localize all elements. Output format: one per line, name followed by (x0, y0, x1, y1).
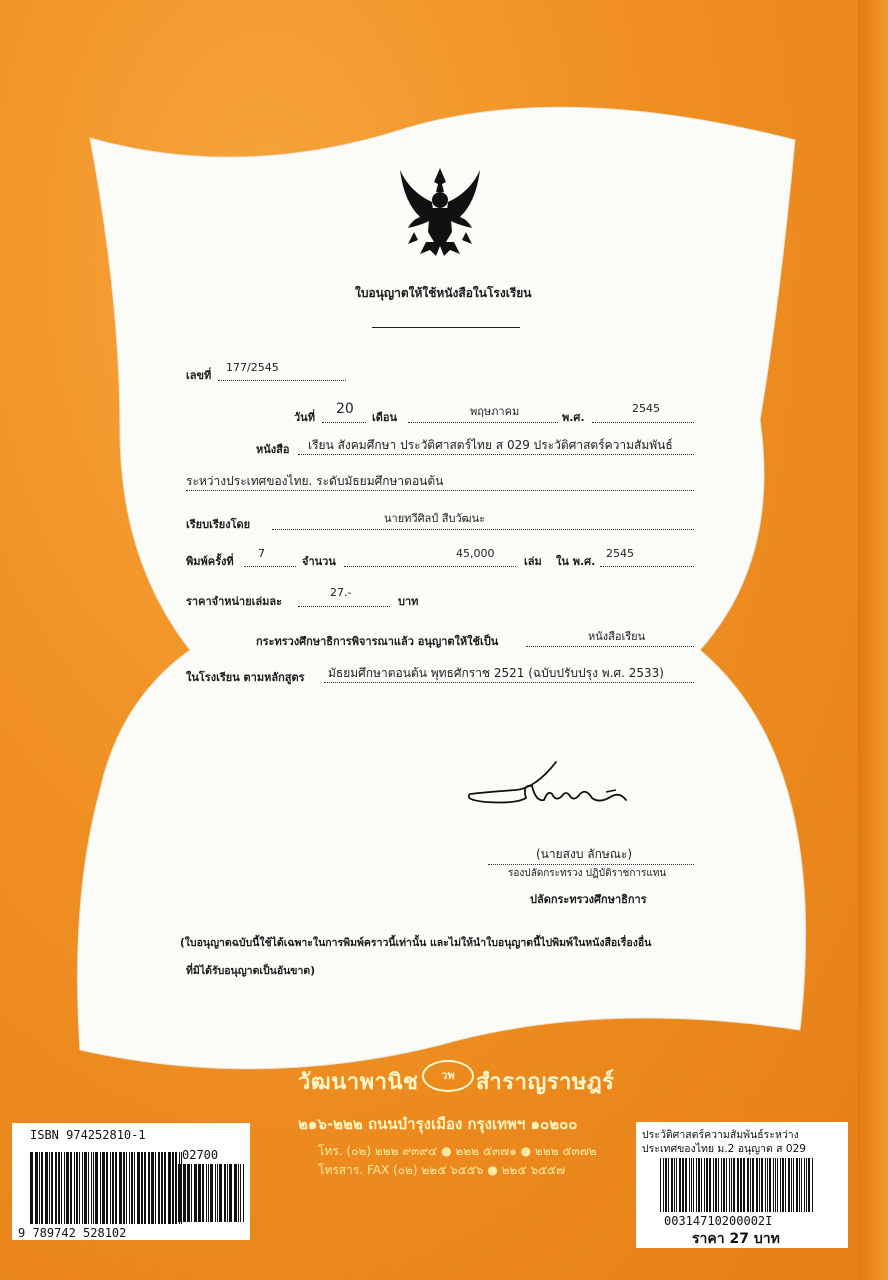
barcode-bar (126, 1152, 127, 1224)
barcode-bar (715, 1158, 717, 1212)
barcode-bar (148, 1152, 150, 1224)
price-value: 27.- (330, 586, 352, 599)
barcode-bar (100, 1152, 101, 1224)
barcode-bar (95, 1152, 98, 1224)
number-value: 177/2545 (226, 361, 279, 374)
edition-label: พิมพ์ครั้งที่ (186, 555, 234, 568)
barcode-bar (55, 1152, 57, 1224)
barcode-bar (791, 1158, 792, 1212)
number-label: เลขที่ (186, 369, 212, 382)
barcode-bar (102, 1152, 105, 1224)
barcode-bar (706, 1158, 708, 1212)
barcode-bar (793, 1158, 794, 1212)
barcode-bar (685, 1158, 687, 1212)
barcode-bar (808, 1158, 810, 1212)
signer-role-2: ปลัดกระทรวงศึกษาธิการ (530, 893, 647, 906)
barcode-bar (227, 1164, 228, 1222)
price-unit: บาท (398, 595, 419, 608)
barcode-bar (799, 1158, 800, 1212)
product-barcode (660, 1158, 814, 1212)
curriculum-value: มัธยมศึกษาตอนต้น พุทธศักราช 2521 (ฉบับปรับปรุง พ.ศ. 2533) (328, 666, 664, 680)
edition-value: 7 (258, 547, 265, 560)
barcode-bar (718, 1158, 719, 1212)
barcode-bar (698, 1158, 700, 1212)
print-year-value: 2545 (606, 547, 634, 560)
barcode-bar (806, 1158, 807, 1212)
barcode-bar (112, 1152, 114, 1224)
barcode-bar (123, 1152, 125, 1224)
official-signature (466, 758, 634, 814)
barcode-bar (76, 1152, 78, 1224)
barcode-bar (172, 1152, 174, 1224)
barcode-bar (106, 1152, 108, 1224)
barcode-bar (788, 1158, 790, 1212)
price-addon-barcode (178, 1164, 245, 1222)
note-line-2: ที่มิได้รับอนุญาตเป็นอันขาด) (186, 965, 315, 977)
barcode-bar (219, 1164, 222, 1222)
author-value: นายทวีศิลป์ สืบวัฒนะ (384, 512, 486, 525)
barcode-bar (74, 1152, 75, 1224)
barcode-bar (733, 1158, 735, 1212)
barcode-bar (208, 1164, 209, 1222)
barcode-bar (39, 1152, 40, 1224)
barcode-bar (229, 1164, 232, 1222)
publisher-fax: โทรสาร. FAX (๐๒) ๒๒๕ ๖๕๕๖ ● ๒๒๕ ๖๕๕๗ (318, 1163, 566, 1177)
barcode-bar (785, 1158, 786, 1212)
publisher-name-left: วัฒนาพานิช (298, 1070, 419, 1095)
barcode-bar (668, 1158, 669, 1212)
barcode-bar (767, 1158, 768, 1212)
barcode-bar (178, 1164, 181, 1222)
barcode-bar (137, 1152, 140, 1224)
barcode-bar (676, 1158, 677, 1212)
barcode-bar (198, 1164, 201, 1222)
barcode-bar (93, 1152, 94, 1224)
barcode-bar (224, 1164, 226, 1222)
barcode-bar (161, 1152, 163, 1224)
barcode-bar (175, 1152, 177, 1224)
barcode-bar (191, 1164, 192, 1222)
barcode-bar (665, 1158, 667, 1212)
barcode-bar (671, 1158, 673, 1212)
barcode-bar (144, 1152, 146, 1224)
title-underline (372, 327, 520, 328)
edition-dots (244, 552, 296, 567)
barcode-bar (84, 1152, 87, 1224)
barcode-bar (129, 1152, 130, 1224)
author-label: เรียบเรียงโดย (186, 518, 251, 531)
barcode-bar (780, 1158, 781, 1212)
barcode-bar (663, 1158, 664, 1212)
barcode-bar (726, 1158, 727, 1212)
barcode-bar (58, 1152, 60, 1224)
barcode-bar (155, 1152, 156, 1224)
book-title-line1: เรียน สังคมศึกษา ประวัติศาสตร์ไทย ส 029 ประวัติศาสตร์ความสัมพันธ์ (308, 438, 673, 452)
barcode-bar (804, 1158, 805, 1212)
barcode-bar (183, 1164, 186, 1222)
barcode-bar (131, 1152, 133, 1224)
price-box-price: ราคา 27 บาท (692, 1231, 780, 1247)
barcode-bar (206, 1164, 207, 1222)
barcode-bar (187, 1164, 190, 1222)
barcode-bar (747, 1158, 749, 1212)
barcode-bar (731, 1158, 732, 1212)
barcode-bar (752, 1158, 754, 1212)
barcode-bar (243, 1164, 244, 1222)
publisher-logo: วพ (422, 1060, 474, 1092)
certificate-title: ใบอนุญาตให้ใช้หนังสือในโรงเรียน (355, 286, 532, 300)
barcode-bar (49, 1152, 50, 1224)
book-label: หนังสือ (256, 443, 290, 456)
print-year-label: ใน พ.ศ. (556, 555, 596, 568)
barcode-bar (691, 1158, 692, 1212)
garuda-emblem-icon (390, 162, 490, 262)
barcode-bar (110, 1152, 111, 1224)
approval-value: หนังสือเรียน (588, 630, 646, 643)
barcode-bar (91, 1152, 92, 1224)
barcode-bar (70, 1152, 72, 1224)
barcode-bar (660, 1158, 661, 1212)
day-label: วันที่ (294, 411, 315, 424)
note-line-1: (ใบอนุญาตฉบับนี้ใช้ได้เฉพาะในการพิมพ์คราวนี้เท่านั้น และไม่ให้นำใบอนุญาตนี้ไปพิมพ์ในหนังสือเรื่องอื่น (180, 937, 652, 949)
barcode-bar (210, 1164, 213, 1222)
month-label: เดือน (372, 411, 398, 424)
qty-value: 45,000 (456, 547, 495, 560)
barcode-bar (41, 1152, 43, 1224)
barcode-bar (765, 1158, 766, 1212)
barcode-bar (88, 1152, 89, 1224)
barcode-bar (693, 1158, 694, 1212)
barcode-bar (713, 1158, 714, 1212)
ean-digits: 9 789742 528102 (18, 1226, 127, 1240)
barcode-bar (64, 1152, 65, 1224)
barcode-bar (158, 1152, 160, 1224)
barcode-bar (729, 1158, 730, 1212)
barcode-bar (709, 1158, 711, 1212)
barcode-bar (701, 1158, 702, 1212)
barcode-bar (35, 1152, 38, 1224)
barcode-bar (217, 1164, 218, 1222)
barcode-bar (756, 1158, 758, 1212)
barcode-bar (769, 1158, 771, 1212)
price-box-code: 00314710200002I (664, 1214, 773, 1228)
signer-role-1: รองปลัดกระทรวง ปฏิบัติราชการแทน (508, 868, 667, 879)
barcode-bar (115, 1152, 117, 1224)
barcode-bar (696, 1158, 697, 1212)
barcode-bar (801, 1158, 802, 1212)
barcode-bar (238, 1164, 239, 1222)
barcode-bar (194, 1164, 197, 1222)
barcode-bar (812, 1158, 813, 1212)
month-value: พฤษภาคม (470, 405, 520, 418)
barcode-bar (240, 1164, 241, 1222)
year-value: 2545 (632, 402, 660, 415)
signer-name: (นายสงบ ลักษณะ) (536, 847, 633, 861)
qty-label: จำนวน (302, 555, 336, 568)
barcode-bar (234, 1164, 237, 1222)
barcode-bar (202, 1164, 204, 1222)
curriculum-label: ในโรงเรียน ตามหลักสูตร (186, 671, 305, 684)
day-value: 20 (336, 401, 354, 417)
barcode-bar (796, 1158, 798, 1212)
barcode-bar (674, 1158, 675, 1212)
barcode-bar (682, 1158, 684, 1212)
barcode-bar (119, 1152, 122, 1224)
ean-barcode (30, 1152, 183, 1224)
barcode-bar (79, 1152, 80, 1224)
barcode-bar (750, 1158, 751, 1212)
barcode-bar (740, 1158, 742, 1212)
barcode-bar (134, 1152, 135, 1224)
barcode-bar (45, 1152, 48, 1224)
book-title-line2: ระหว่างประเทศของไทย. ระดับมัธยมศึกษาตอนต้น (186, 474, 444, 488)
barcode-bar (66, 1152, 69, 1224)
signer-dots (488, 850, 694, 865)
barcode-bar (721, 1158, 722, 1212)
isbn-price-code: 02700 (182, 1148, 219, 1162)
barcode-bar (737, 1158, 739, 1212)
qty-unit: เล่ม (524, 555, 542, 568)
price-label: ราคาจำหน่ายเล่มละ (186, 595, 283, 608)
price-box-line-2: ประเทศของไทย ม.2 อนุญาต ส 029 (642, 1143, 806, 1155)
barcode-bar (215, 1164, 216, 1222)
barcode-bar (82, 1152, 83, 1224)
barcode-bar (704, 1158, 705, 1212)
barcode-bar (141, 1152, 143, 1224)
barcode-bar (679, 1158, 681, 1212)
barcode-bar (164, 1152, 166, 1224)
barcode-bar (761, 1158, 763, 1212)
barcode-bar (723, 1158, 725, 1212)
barcode-bar (151, 1152, 154, 1224)
barcode-bar (782, 1158, 784, 1212)
year-label: พ.ศ. (562, 411, 585, 424)
price-box-line-1: ประวัติศาสตร์ความสัมพันธ์ระหว่าง (642, 1129, 799, 1141)
barcode-bar (759, 1158, 760, 1212)
approval-label: กระทรวงศึกษาธิการพิจารณาแล้ว อนุญาตให้ใช้เป็น (256, 635, 499, 648)
barcode-bar (51, 1152, 53, 1224)
barcode-bar (168, 1152, 171, 1224)
publisher-name-right: สำราญราษฎร์ (476, 1070, 615, 1095)
barcode-bar (773, 1158, 774, 1212)
isbn-text: ISBN 974252810-1 (30, 1128, 146, 1142)
barcode-bar (61, 1152, 62, 1224)
barcode-bar (775, 1158, 776, 1212)
barcode-bar (743, 1158, 745, 1212)
publisher-phone: โทร. (๐๒) ๒๒๒ ๙๓๙๔ ● ๒๒๒ ๕๓๗๑ ● ๒๒๒ ๕๓๗๒ (318, 1144, 597, 1158)
publisher-address: ๒๑๖-๒๒๒ ถนนบำรุงเมือง กรุงเทพฯ ๑๐๒๐๐ (298, 1115, 578, 1133)
barcode-bar (689, 1158, 690, 1212)
barcode-bar (777, 1158, 778, 1212)
barcode-bar (30, 1152, 33, 1224)
